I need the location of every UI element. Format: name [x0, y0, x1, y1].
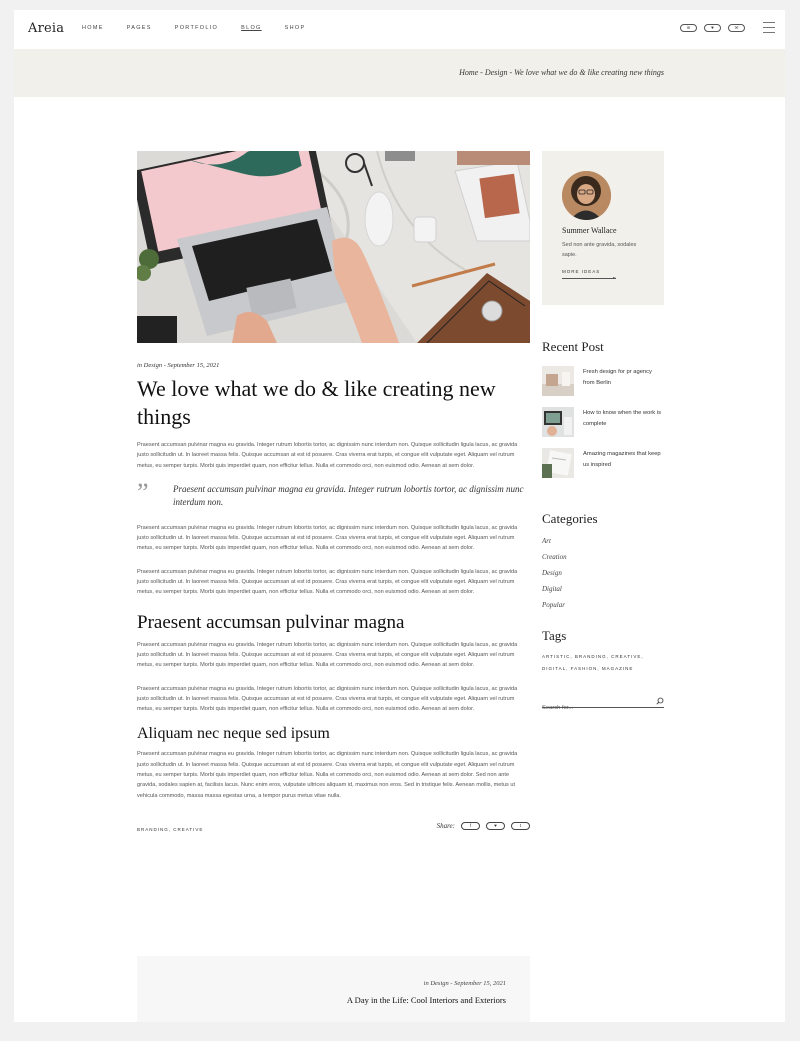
nav-blog[interactable]: BLOG — [241, 25, 262, 31]
facebook-icon[interactable]: f — [461, 822, 480, 830]
social-links — [680, 24, 745, 32]
recent-post-title[interactable]: Fresh design for pr agency from Berlin — [583, 369, 652, 386]
main-nav — [82, 25, 328, 31]
title-bar — [14, 49, 785, 97]
heart-icon[interactable]: ♥ — [704, 24, 721, 32]
mail-icon[interactable]: ✉ — [728, 24, 745, 32]
section-subheading: Aliquam nec neque sed ipsum — [137, 725, 330, 743]
next-post-meta: in Design - September 15, 2021 — [423, 980, 506, 987]
sidebar — [542, 151, 664, 708]
laptop-desk-illustration — [137, 151, 530, 343]
recent-post-item[interactable] — [542, 407, 664, 437]
arrow-right-icon — [562, 278, 616, 279]
twitter-icon[interactable]: ♥ — [486, 822, 505, 830]
next-post-title[interactable]: A Day in the Life: Cool Interiors and Exteriors — [346, 995, 506, 1005]
quote-icon: ” — [137, 477, 149, 507]
recent-posts-heading: Recent Post — [542, 339, 604, 354]
nav-shop[interactable]: SHOP — [284, 25, 306, 31]
author-bio: Sed non ante gravida, sodales sapie. — [562, 242, 637, 258]
more-ideas-link[interactable]: MORE IDEAS — [562, 269, 601, 274]
nav-portfolio[interactable]: PORTFOLIO — [174, 25, 219, 31]
categories-heading: Categories — [542, 511, 598, 526]
site-logo[interactable]: Areia — [28, 21, 65, 36]
section-heading: Praesent accumsan pulvinar magna — [137, 611, 405, 633]
category-digital[interactable]: Digital — [542, 585, 562, 593]
search-widget — [542, 696, 664, 708]
recent-post-thumbnail[interactable] — [542, 448, 574, 478]
recent-post-thumbnail[interactable] — [542, 407, 574, 437]
breadcrumb[interactable]: Home - Design - We love what we do & like creating new things — [459, 68, 664, 77]
category-popular[interactable]: Popular — [542, 601, 565, 609]
avatar — [562, 171, 611, 220]
recent-post-thumbnail[interactable] — [542, 366, 574, 396]
quote-text: Praesent accumsan pulvinar magna eu gravida. Integer rutrum lobortis tortor, ac dignissim nunc interdum non. — [173, 483, 524, 507]
blockquote — [137, 477, 530, 509]
recent-post-title[interactable]: How to know when the work is complete — [583, 410, 661, 427]
category-art[interactable]: Art — [542, 537, 551, 545]
site-header — [14, 10, 785, 49]
tags-heading: Tags — [542, 628, 567, 643]
next-post-card[interactable] — [137, 956, 530, 1022]
tumblr-icon[interactable]: t — [511, 822, 530, 830]
linkedin-icon[interactable]: in — [680, 24, 697, 32]
post-paragraph: Praesent accumsan pulvinar magna eu gravida. Integer rutrum lobortis tortor, ac dignissim nunc interdum non. Quisque sollicitudin ligula lacus, ac gravida justo sollicitudin ut. In laoreet massa felis. Quisque accumsan at est id posuere. Cras viverra erat turpis, et congue elit vulputate eget. Aliquam vel rutrum metus, eu semper turpis. Morbi quis imperdiet quam, non efficitur tellus. Nulla et commodo orci, non euismod odio. Aenean at sem dolor. — [137, 641, 518, 669]
recent-post-title[interactable]: Amazing magazines that keep us inspired — [583, 451, 661, 468]
category-creation[interactable]: Creation — [542, 553, 567, 561]
post-title: We love what we do & like creating new things — [137, 376, 496, 429]
post-tags[interactable]: BRANDING, CREATIVE — [137, 826, 204, 832]
category-list — [542, 533, 664, 613]
post-paragraph: Praesent accumsan pulvinar magna eu gravida. Integer rutrum lobortis tortor, ac dignissim nunc interdum non. Quisque sollicitudin ligula lacus, ac gravida justo sollicitudin ut. In laoreet massa felis. Quisque accumsan at est id posuere. Cras viverra erat turpis, et congue elit vulputate eget. Aliquam vel rutrum metus, eu semper turpis. Morbi quis imperdiet quam, non efficitur tellus. Nulla et commodo orci, non euismod odio. Aenean at sem dolor. Sed non ante gravida, sodales sapien at, facilisis lacus. Nunc enim eros, vulputate ultrices aliquam id, maximus non eros. Sed in tristique felis. Aenean mollis, metus ut vehicula commodo, massa massa egestas urna, a tempor purus metus vitae nulla. — [137, 751, 518, 799]
featured-image — [137, 151, 530, 343]
post-paragraph: Praesent accumsan pulvinar magna eu gravida. Integer rutrum lobortis tortor, ac dignissim nunc interdum non. Quisque sollicitudin ligula lacus, ac gravida justo sollicitudin ut. In laoreet massa felis. Quisque accumsan at est id posuere. Cras viverra erat turpis, et congue elit vulputate eget. Aliquam vel rutrum metus, eu semper turpis. Morbi quis imperdiet quam, non efficitur tellus. Nulla et commodo orci, non euismod odio. Aenean at sem dolor. — [137, 568, 518, 596]
recent-post-item[interactable] — [542, 366, 664, 396]
post-paragraph: Praesent accumsan pulvinar magna eu gravida. Integer rutrum lobortis tortor, ac dignissim nunc interdum non. Quisque sollicitudin ligula lacus, ac gravida justo sollicitudin ut. In laoreet massa felis. Quisque accumsan at est id posuere. Cras viverra erat turpis, et congue elit vulputate eget. Aliquam vel rutrum metus, eu semper turpis. Morbi quis imperdiet quam, non efficitur tellus. Nulla et commodo orci, non euismod odio. Aenean at sem dolor. — [137, 685, 518, 713]
menu-icon[interactable] — [763, 22, 775, 35]
post-paragraph: Praesent accumsan pulvinar magna eu gravida. Integer rutrum lobortis tortor, ac dignissim nunc interdum non. Quisque sollicitudin ligula lacus, ac gravida justo sollicitudin ut. In laoreet massa felis. Quisque accumsan at est id posuere. Cras viverra erat turpis, et congue elit vulputate eget. Aliquam vel rutrum metus, eu semper turpis. Morbi quis imperdiet quam, non efficitur tellus. Nulla et commodo orci, non euismod odio. Aenean at sem dolor. — [137, 524, 518, 552]
page-frame — [14, 10, 785, 1022]
search-icon[interactable] — [656, 697, 664, 705]
share-bar — [437, 822, 530, 830]
nav-pages[interactable]: PAGES — [126, 25, 152, 31]
author-portrait — [562, 171, 611, 220]
author-widget — [542, 151, 664, 305]
category-design[interactable]: Design — [542, 569, 562, 577]
article — [137, 151, 530, 838]
post-meta: in Design - September 15, 2021 — [137, 362, 220, 369]
recent-post-item[interactable] — [542, 448, 664, 478]
nav-home[interactable]: HOME — [82, 25, 104, 31]
author-name: Summer Wallace — [562, 226, 617, 235]
post-footer — [137, 822, 530, 838]
tag-cloud[interactable]: ARTISTIC, BRANDING, CREATIVE, DIGITAL, FASHION, MAGAZINE — [542, 654, 644, 671]
share-label: Share: — [436, 821, 455, 830]
post-paragraph: Praesent accumsan pulvinar magna eu gravida. Integer rutrum lobortis tortor, ac dignissim nunc interdum non. Quisque sollicitudin ligula lacus, ac gravida justo sollicitudin ut. In laoreet massa felis. Quisque accumsan at est id posuere. Cras viverra erat turpis, et congue elit vulputate eget. Aliquam vel rutrum metus, eu semper turpis. Morbi quis imperdiet quam, non efficitur tellus. Nulla et commodo orci, non euismod odio. Aenean at sem dolor. — [137, 442, 518, 469]
search-input[interactable] — [542, 703, 652, 713]
